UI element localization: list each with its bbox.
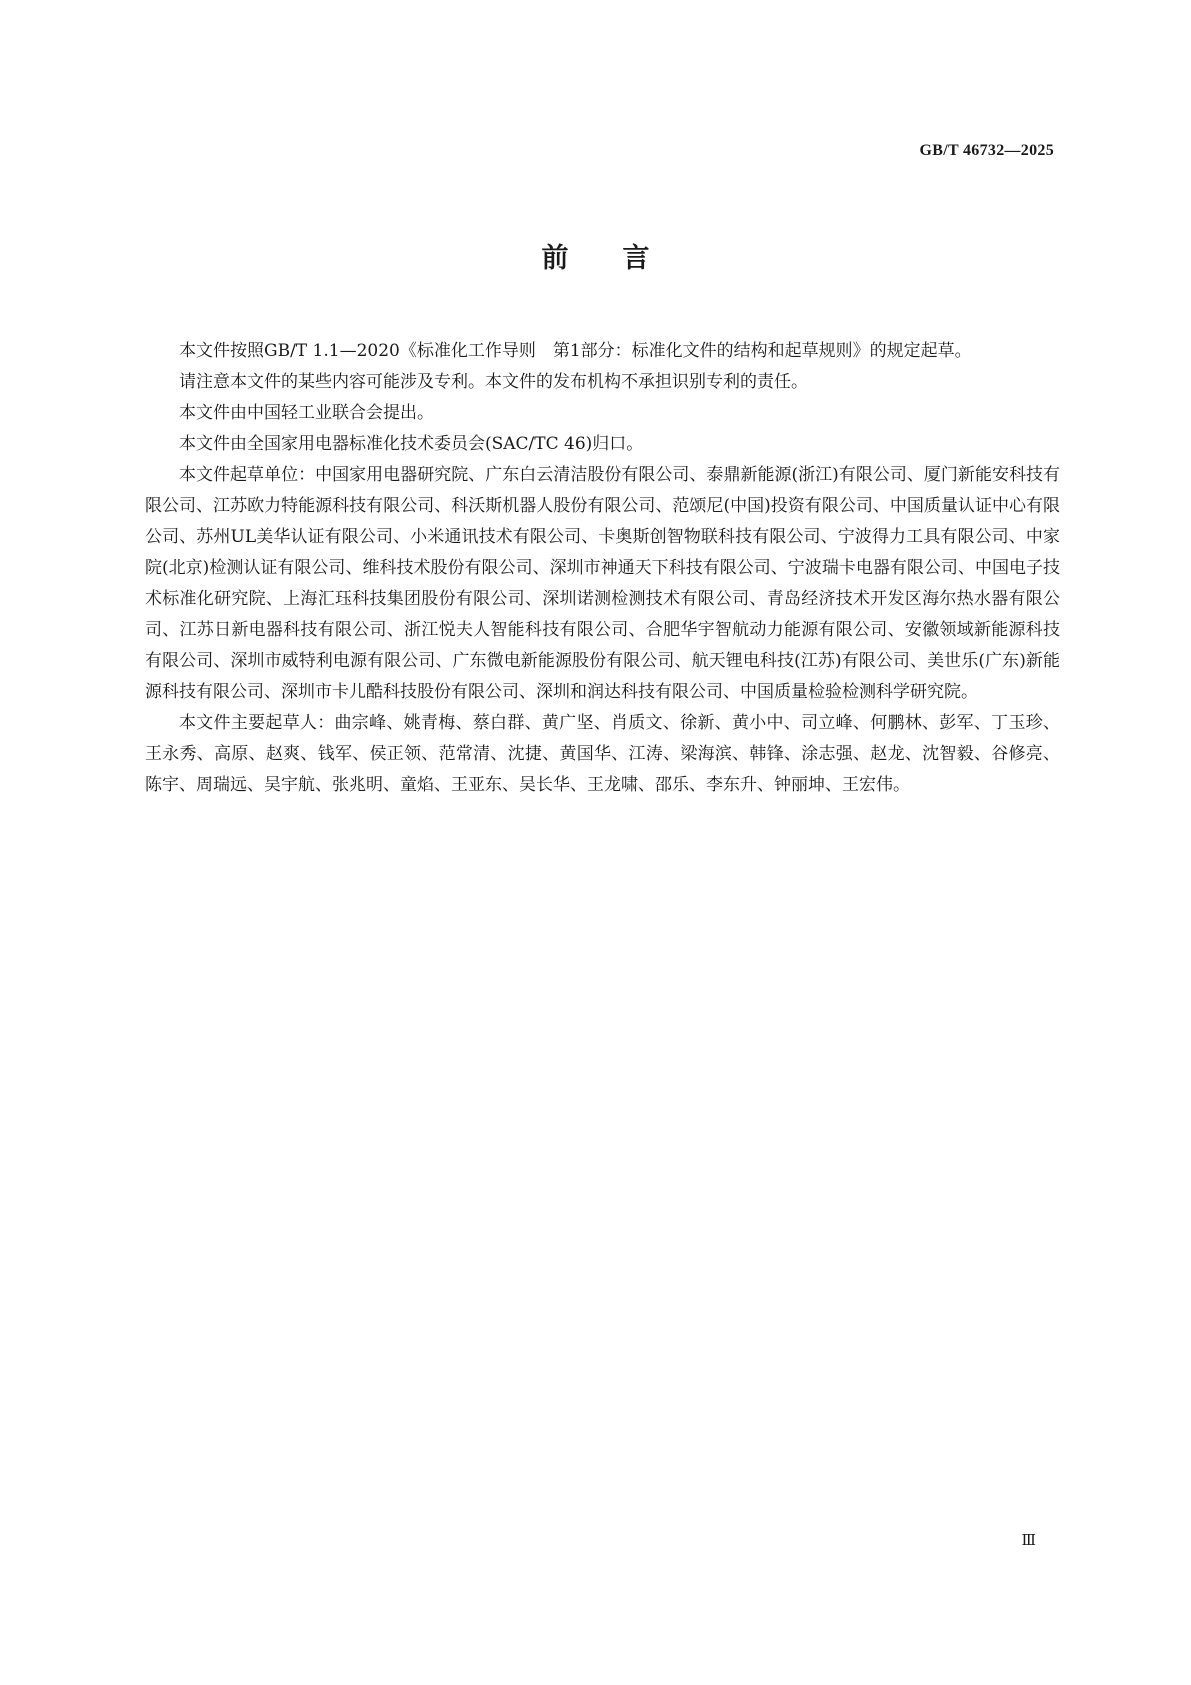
paragraph-patent-notice: 请注意本文件的某些内容可能涉及专利。本文件的发布机构不承担识别专利的责任。 <box>179 372 808 392</box>
paragraph-administrator: 本文件由全国家用电器标准化技术委员会(SAC/TC 46)归口。 <box>179 434 644 454</box>
document-body <box>145 336 1060 801</box>
paragraph-main-drafters: 本文件主要起草人：曲宗峰、姚青梅、蔡白群、黄广坚、肖质文、徐新、黄小中、司立峰、何鹏林、彭军、丁玉珍、王永秀、高原、赵爽、钱军、侯正领、范常清、沈捷、黄国华、江涛、梁海滨、韩锋、涂志强、赵龙、沈智毅、谷修亮、陈宇、周瑞远、吴宇航、张兆明、童焰、王亚东、吴长华、王龙啸、邵乐、李东升、钟丽坤、王宏伟。 <box>145 713 1060 795</box>
document-code: GB/T 46732—2025 <box>919 142 1054 159</box>
paragraph-drafting-basis: 本文件按照GB/T 1.1—2020《标准化工作导则 第1部分：标准化文件的结构和起草规则》的规定起草。 <box>179 341 972 361</box>
page-title: 前言 <box>541 243 704 274</box>
page-number: Ⅲ <box>1021 1533 1036 1549</box>
paragraph-proposer: 本文件由中国轻工业联合会提出。 <box>179 403 434 423</box>
paragraph-drafting-organizations: 本文件起草单位：中国家用电器研究院、广东白云清洁股份有限公司、泰鼎新能源(浙江)有限公司、厦门新能安科技有限公司、江苏欧力特能源科技有限公司、科沃斯机器人股份有限公司、范颂尼(中国)投资有限公司、中国质量认证中心有限公司、苏州UL美华认证有限公司、小米通讯技术有限公司、卡奥斯创智物联科技有限公司、宁波得力工具有限公司、中家院(北京)检测认证有限公司、维科技术股份有限公司、深圳市神通天下科技有限公司、宁波瑞卡电器有限公司、中国电子技术标准化研究院、上海汇珏科技集团股份有限公司、深圳诺测检测技术有限公司、青岛经济技术开发区海尔热水器有限公司、江苏日新电器科技有限公司、浙江悦夫人智能科技有限公司、合肥华宇智航动力能源有限公司、安徽领域新能源科技有限公司、深圳市威特利电源有限公司、广东微电新能源股份有限公司、航天锂电科技(江苏)有限公司、美世乐(广东)新能源科技有限公司、深圳市卡儿酷科技股份有限公司、深圳和润达科技有限公司、中国质量检验检测科学研究院。 <box>145 465 1060 702</box>
